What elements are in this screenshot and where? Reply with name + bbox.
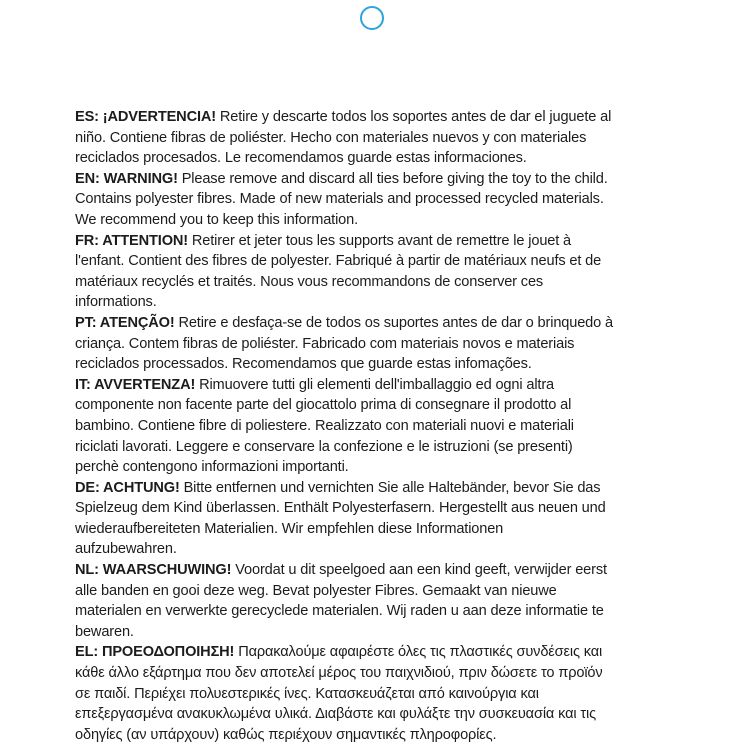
warning-line: bambino. Contiene fibre di poliestere. Realizzato con materiali nuovi e materiali (75, 417, 574, 434)
warning-line: perchè contengono informazioni importanti. (75, 459, 349, 476)
spinner-icon (360, 6, 384, 30)
warning-line: οδηγίες (αν υπάρχουν) καθώς περιέχουν σημαντικές πληροφορίες. (75, 726, 497, 743)
warning-line: l'enfant. Contient des fibres de polyester. Fabriqué à partir de matériaux neufs et de (75, 253, 602, 270)
warning-line (75, 313, 695, 334)
warning-line: materialen en verwerkte gerecyclede materialen. Wij raden u aan deze informatie te (75, 603, 604, 620)
warning-line: niño. Contiene fibras de poliéster. Hecho con materiales nuevos y con materiales (75, 129, 587, 146)
warning-line: reciclados procesados. Le recomendamos guarde estas informaciones. (75, 150, 527, 167)
warning-en (75, 169, 695, 231)
warning-line: riciclati lavorati. Leggere e conservare la confezione e le istruzioni (se presenti) (75, 438, 573, 455)
warning-text: Retire e desfaça-se de todos os suportes antes de dar o brinquedo à (178, 314, 613, 331)
warning-line: aufzubewahren. (75, 541, 177, 558)
warning-line (75, 169, 695, 190)
warning-heading: IT: AVVERTENZA! (75, 376, 196, 393)
warning-text: Retirer et jeter tous les supports avant de remettre le jouet à (191, 232, 572, 249)
warning-heading: EN: WARNING! (75, 170, 178, 187)
warning-heading: PT: ATENÇÃO! (75, 314, 175, 331)
warning-line: bewaren. (75, 623, 134, 640)
warning-pt (75, 313, 695, 375)
warning-heading: ES: ¡ADVERTENCIA! (75, 109, 216, 125)
warning-nl (75, 560, 695, 642)
warning-text: Rimuovere tutti gli elementi dell'imballaggio ed ogni altra (199, 376, 554, 393)
warning-line: We recommend you to keep this information. (75, 211, 359, 228)
warning-line: criança. Contem fibras de poliéster. Fabricado com materiais novos e materiais (75, 335, 575, 352)
warning-de (75, 478, 695, 560)
warning-es (75, 107, 695, 169)
warning-text: Voordat u dit speelgoed aan een kind geeft, verwijder eerst (235, 562, 607, 579)
warning-line (75, 478, 695, 499)
warning-line: matériaux recyclés et traités. Nous vous recommandons de conserver ces (75, 273, 544, 290)
warning-line: κάθε άλλο εξάρτημα που δεν αποτελεί μέρος του παιχνιδιού, πριν δώσετε το προϊόν (75, 665, 603, 682)
warning-line: Spielzeug dem Kind überlassen. Enthält Polyesterfasern. Hergestellt aus neuen und (75, 500, 606, 517)
warning-text: Bitte entfernen und vernichten Sie alle Haltebänder, bevor Sie das (183, 479, 601, 496)
warning-heading: EL: ΠΡΟΕΟΔΟΠΟΙΗΣΗ! (75, 644, 235, 661)
warning-line: σε παιδί. Περιέχει πολυεστερικές ίνες. Κατασκευάζεται από καινούργια και (75, 685, 539, 702)
warning-line: reciclados processados. Recomendamos que guarde estas infomações. (75, 356, 532, 373)
warning-line (75, 375, 695, 396)
warning-line: componente non facente parte del giocattolo prima di consegnare il prodotto al (75, 397, 572, 414)
warning-line (75, 231, 695, 252)
warning-text: Please remove and discard all ties before giving the toy to the child. (181, 170, 608, 187)
warning-it (75, 375, 695, 478)
warning-heading: FR: ATTENTION! (75, 232, 189, 249)
warning-line: informations. (75, 294, 157, 311)
warning-fr (75, 231, 695, 313)
warnings-text-block (75, 107, 695, 745)
warning-line (75, 642, 695, 663)
warning-line: επεξεργασμένα ανακυκλωμένα υλικά. Διαβάστε και φυλάξτε την συσκευασία και τις (75, 706, 596, 723)
warning-text: Retire y descarte todos los soportes antes de dar el juguete al (219, 109, 612, 125)
warning-heading: DE: ACHTUNG! (75, 479, 180, 496)
warning-text: Παρακαλούμε αφαιρέστε όλες τις πλαστικές συνδέσεις και (238, 644, 603, 661)
warning-heading: NL: WAARSCHUWING! (75, 562, 232, 579)
warning-line (75, 560, 695, 581)
warning-line (75, 107, 695, 128)
warning-line: Contains polyester fibres. Made of new materials and processed recycled materials. (75, 191, 604, 208)
warning-line: wiederaufbereiteten Materialien. Wir empfehlen diese Informationen (75, 520, 504, 537)
warning-line: alle banden en gooi deze weg. Bevat polyester Fibres. Gemaakt van nieuwe (75, 582, 557, 599)
warning-el (75, 642, 695, 745)
